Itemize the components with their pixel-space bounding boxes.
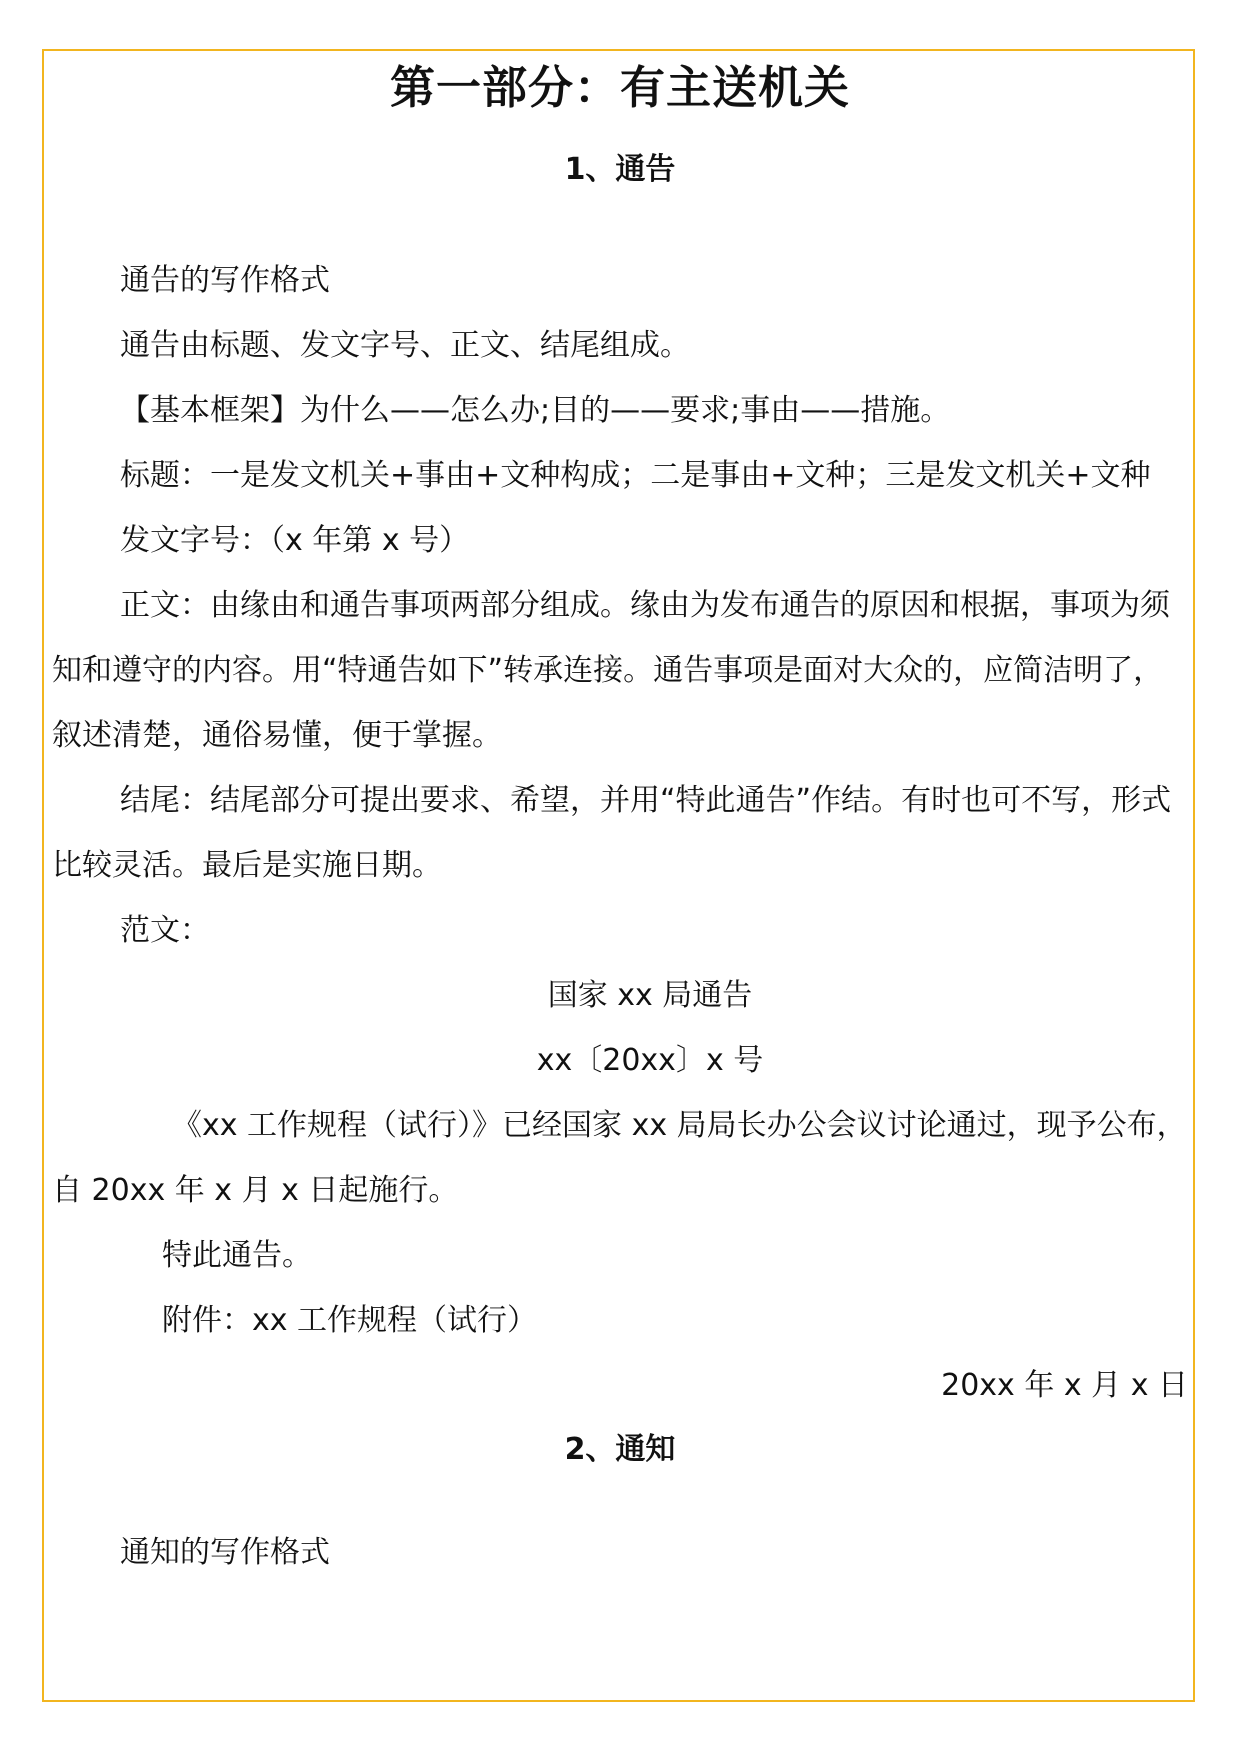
paragraph-ending: 结尾：结尾部分可提出要求、希望，并用“特此通告”作结。有时也可不写，形式比较灵活。最后是实施日期。 bbox=[52, 783, 1172, 883]
paragraph-docnum: 发文字号：（x 年第 x 号） bbox=[120, 523, 470, 558]
part-heading: 第一部分：有主送机关 bbox=[389, 61, 850, 114]
sample-number: xx〔20xx〕x 号 bbox=[536, 1043, 764, 1078]
sample-date: 20xx 年 x 月 x 日 bbox=[941, 1368, 1188, 1403]
paragraph-format: 通告的写作格式 bbox=[120, 263, 330, 298]
paragraph-notice-format: 通知的写作格式 bbox=[120, 1535, 330, 1570]
paragraph-body: 正文：由缘由和通告事项两部分组成。缘由为发布通告的原因和根据，事项为须知和遵守的内容。用“特通告如下”转承连接。通告事项是面对大众的，应简洁明了，叙述清楚，通俗易懂，便于掌握。 bbox=[52, 588, 1170, 753]
sample-attachment: 附件：xx 工作规程（试行） bbox=[162, 1303, 538, 1338]
document-body bbox=[52, 56, 1188, 1585]
sample-title: 国家 xx 局通告 bbox=[547, 978, 753, 1013]
paragraph-title: 标题：一是发文机关+事由+文种构成；二是事由+文种；三是发文机关+文种 bbox=[120, 458, 1151, 493]
sample-notice: 特此通告。 bbox=[162, 1238, 312, 1273]
sample-body: 《xx 工作规程（试行）》已经国家 xx 局局长办公会议讨论通过，现予公布，自 20xx 年 x 月 x 日起施行。 bbox=[52, 1108, 1187, 1208]
section-1-title: 1、通告 bbox=[564, 152, 676, 187]
section-2-title: 2、通知 bbox=[564, 1432, 676, 1467]
paragraph-framework: 【基本框架】为什么——怎么办;目的——要求;事由——措施。 bbox=[120, 393, 951, 428]
paragraph-composition: 通告由标题、发文字号、正文、结尾组成。 bbox=[120, 328, 690, 363]
paragraph-sample-label: 范文： bbox=[120, 913, 210, 948]
